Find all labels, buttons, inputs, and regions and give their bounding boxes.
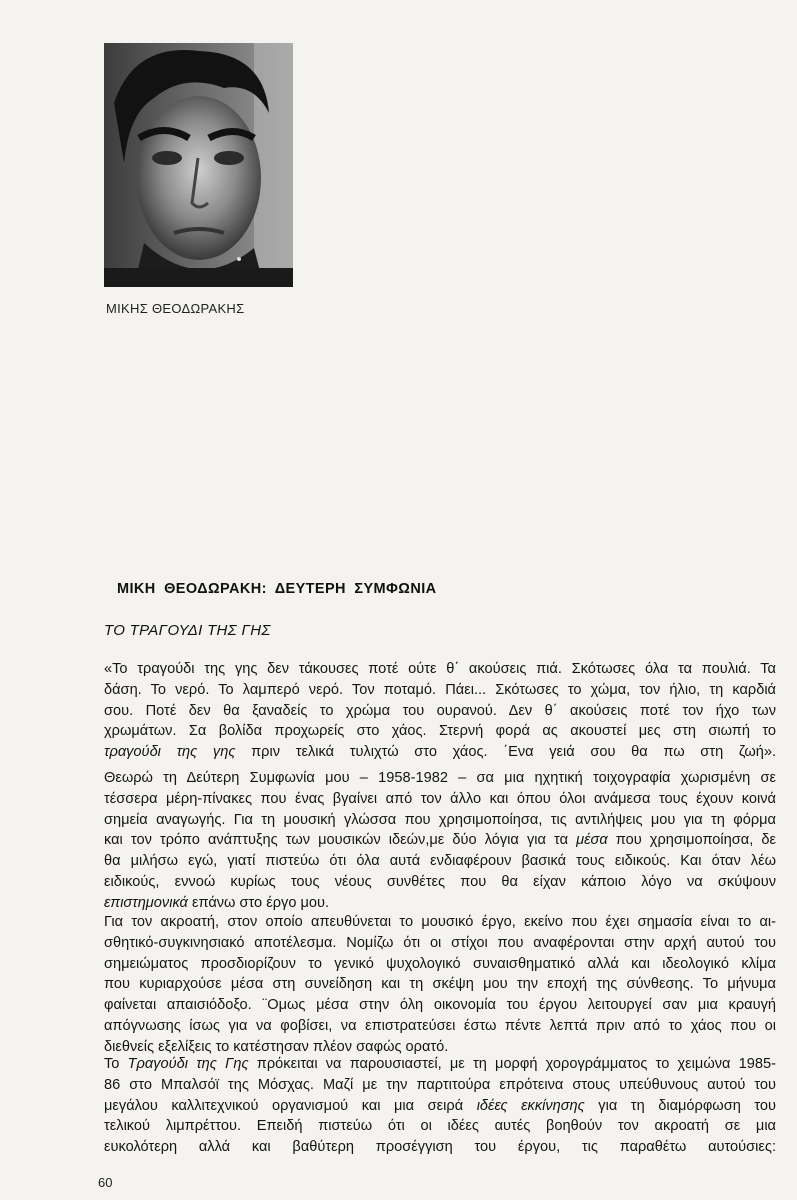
text-line: 86 στο Μπαλσόϊ της Μόσχας. Μαζί με την παρτιτούρα επρότεινα στους υπεύθυνους αυτού του bbox=[104, 1076, 776, 1093]
paragraph-quote bbox=[104, 659, 776, 763]
paragraph-bolshoi bbox=[104, 1054, 776, 1158]
text-line: ειδικούς, εννοώ κυρίως τους νέους συνθέτες που θα είχαν κάποιο λόγο να σκύψουν bbox=[104, 873, 776, 890]
text-line: φαίνεται απαισιόδοξο. ¨Ομως μέσα στην όλη οικονομία του έργου λειτουργεί σαν μια κραυγή bbox=[104, 997, 776, 1014]
text-line: σθητικό-συγκινησιακό αποτέλεσμα. Νομίζω ότι οι στίχοι που αναφέρονται στην αρχή αυτού του bbox=[104, 934, 776, 951]
text-line: «Το τραγούδι της γης δεν τάκουσες ποτέ ούτε θ΄ ακούσεις πιά. Σκότωσες όλα τα πουλιά. Τα bbox=[104, 661, 776, 677]
emphasis: ιδέες εκκίνησης bbox=[476, 1097, 585, 1114]
text-line: θα μιλήσω εγώ, γιατί πιστεύω ότι όλα αυτά ενδιαφέρουν βασικά τους ειδικούς. Και όταν λέω bbox=[104, 853, 776, 870]
article-title: ΜΙΚΗ ΘΕΟΔΩΡΑΚΗ: ΔΕΥΤΕΡΗ ΣΥΜΦΩΝΙΑ bbox=[117, 581, 437, 597]
text-fragment: Το bbox=[104, 1056, 128, 1072]
text-line bbox=[104, 893, 776, 914]
text-fragment: πρόκειται να παρουσιαστεί, με τη μορφή χορογράμματος το χειμώνα 1985- bbox=[248, 1056, 776, 1072]
text-line: Για τον ακροατή, στον οποίο απευθύνεται το μουσικό έργο, εκείνο που έχει σημασία είναι το αι- bbox=[104, 914, 776, 930]
text-fragment: μεγάλου καλλιτεχνικού οργανισμού και μια σειρά bbox=[104, 1097, 477, 1114]
text-line: δάση. Το νερό. Το λαμπερό νερό. Τον ποταμό. Πάει... Σκότωσες το χώμα, τον ήλιο, τη καρδιά bbox=[104, 681, 776, 698]
page-number: 60 bbox=[98, 1175, 113, 1190]
text-line bbox=[104, 1096, 776, 1117]
text-line: σου. Ποτέ δεν θα ξαναδείς το χρώμα του ουρανού. Δεν θ΄ ακούσεις ποτέ τον ήχο των bbox=[104, 702, 776, 719]
text-line: τελικού λιμπρέττου. Επειδή πιστεύω ότι οι ιδέες αυτές βοηθούν τον ακροατή σε μια bbox=[104, 1118, 776, 1135]
photo-caption: ΜΙΚΗΣ ΘΕΟΔΩΡΑΚΗΣ bbox=[106, 301, 245, 316]
text-fragment: για τη διαμόρφωση του bbox=[584, 1097, 777, 1114]
portrait-photo bbox=[104, 43, 293, 287]
song-title-emphasis: τραγούδι της γης bbox=[104, 744, 236, 761]
emphasis: Τραγούδι της Γης bbox=[127, 1056, 249, 1072]
text-line: σημεία αναγωγής. Για τη μουσική γλώσσα που χρησιμοποίησα, τις αντιλήψεις μου για τη φόρμα bbox=[104, 811, 776, 828]
text-line: Θεωρώ τη Δεύτερη Συμφωνία μου – 1958-1982 – σα μια ηχητική τοιχογραφία χωρισμένη σε bbox=[104, 770, 776, 786]
text-line: σημειώματος προσδιορίζουν το γενικό ψυχολογικό συναισθηματικό αλλά και ιδεολογικό κλίμα bbox=[104, 955, 776, 972]
text-line: τέσσερα μέρη-πίνακες που ένας βγαίνει από τον άλλο και όπου όλοι ανάμεσα τους έχουν κοινά bbox=[104, 790, 776, 807]
emphasis: μέσα bbox=[576, 832, 608, 849]
text-line bbox=[104, 1054, 776, 1075]
text-line bbox=[104, 830, 776, 851]
text-line: διεθνείς εξελίξεις το κατέστησαν πλέον σαφώς ορατό. bbox=[104, 1038, 449, 1055]
emphasis: επιστημονικά bbox=[104, 894, 188, 911]
article-subtitle: ΤΟ ΤΡΑΓΟΥΔΙ ΤΗΣ ΓΗΣ bbox=[104, 622, 271, 639]
text-line: που κυριαρχούσε μέσα στη συνείδηση και τη σκέψη μου την εποχή της σύνθεσης. Το μήνυμα bbox=[104, 976, 776, 993]
text-line: ευκολότερη αλλά και βαθύτερη προσέγγιση του έργου, τις παραθέτω αυτούσιες: bbox=[104, 1139, 776, 1156]
text-fragment: και τον τρόπο ανάπτυξης των μουσικών ιδεών,με δύο λόγια για τα bbox=[104, 832, 577, 849]
text-line bbox=[104, 742, 776, 763]
text-fragment: επάνω στο έργο μου. bbox=[187, 894, 330, 911]
text-line: χρωμάτων. Σα βολίδα προχωρείς στο χάος. Στερνή φορά ας ακουστεί μες στη σιωπή το bbox=[104, 723, 776, 740]
portrait-image bbox=[104, 43, 293, 287]
text-fragment: πριν τελικά τυλιχτώ στο χάος. ΄Ενα γειά σου θα πω στη ζωή». bbox=[235, 744, 777, 761]
text-line: απόγνωσης ίσως για να φοβίσει, να επιστρατεύσει έστω πέντε λεπτά πριν από το χάος που οι bbox=[104, 1017, 776, 1034]
text-fragment: που χρησιμοποίησα, δε bbox=[607, 832, 777, 849]
paragraph-symphony bbox=[104, 768, 776, 914]
paragraph-listener bbox=[104, 912, 776, 1058]
